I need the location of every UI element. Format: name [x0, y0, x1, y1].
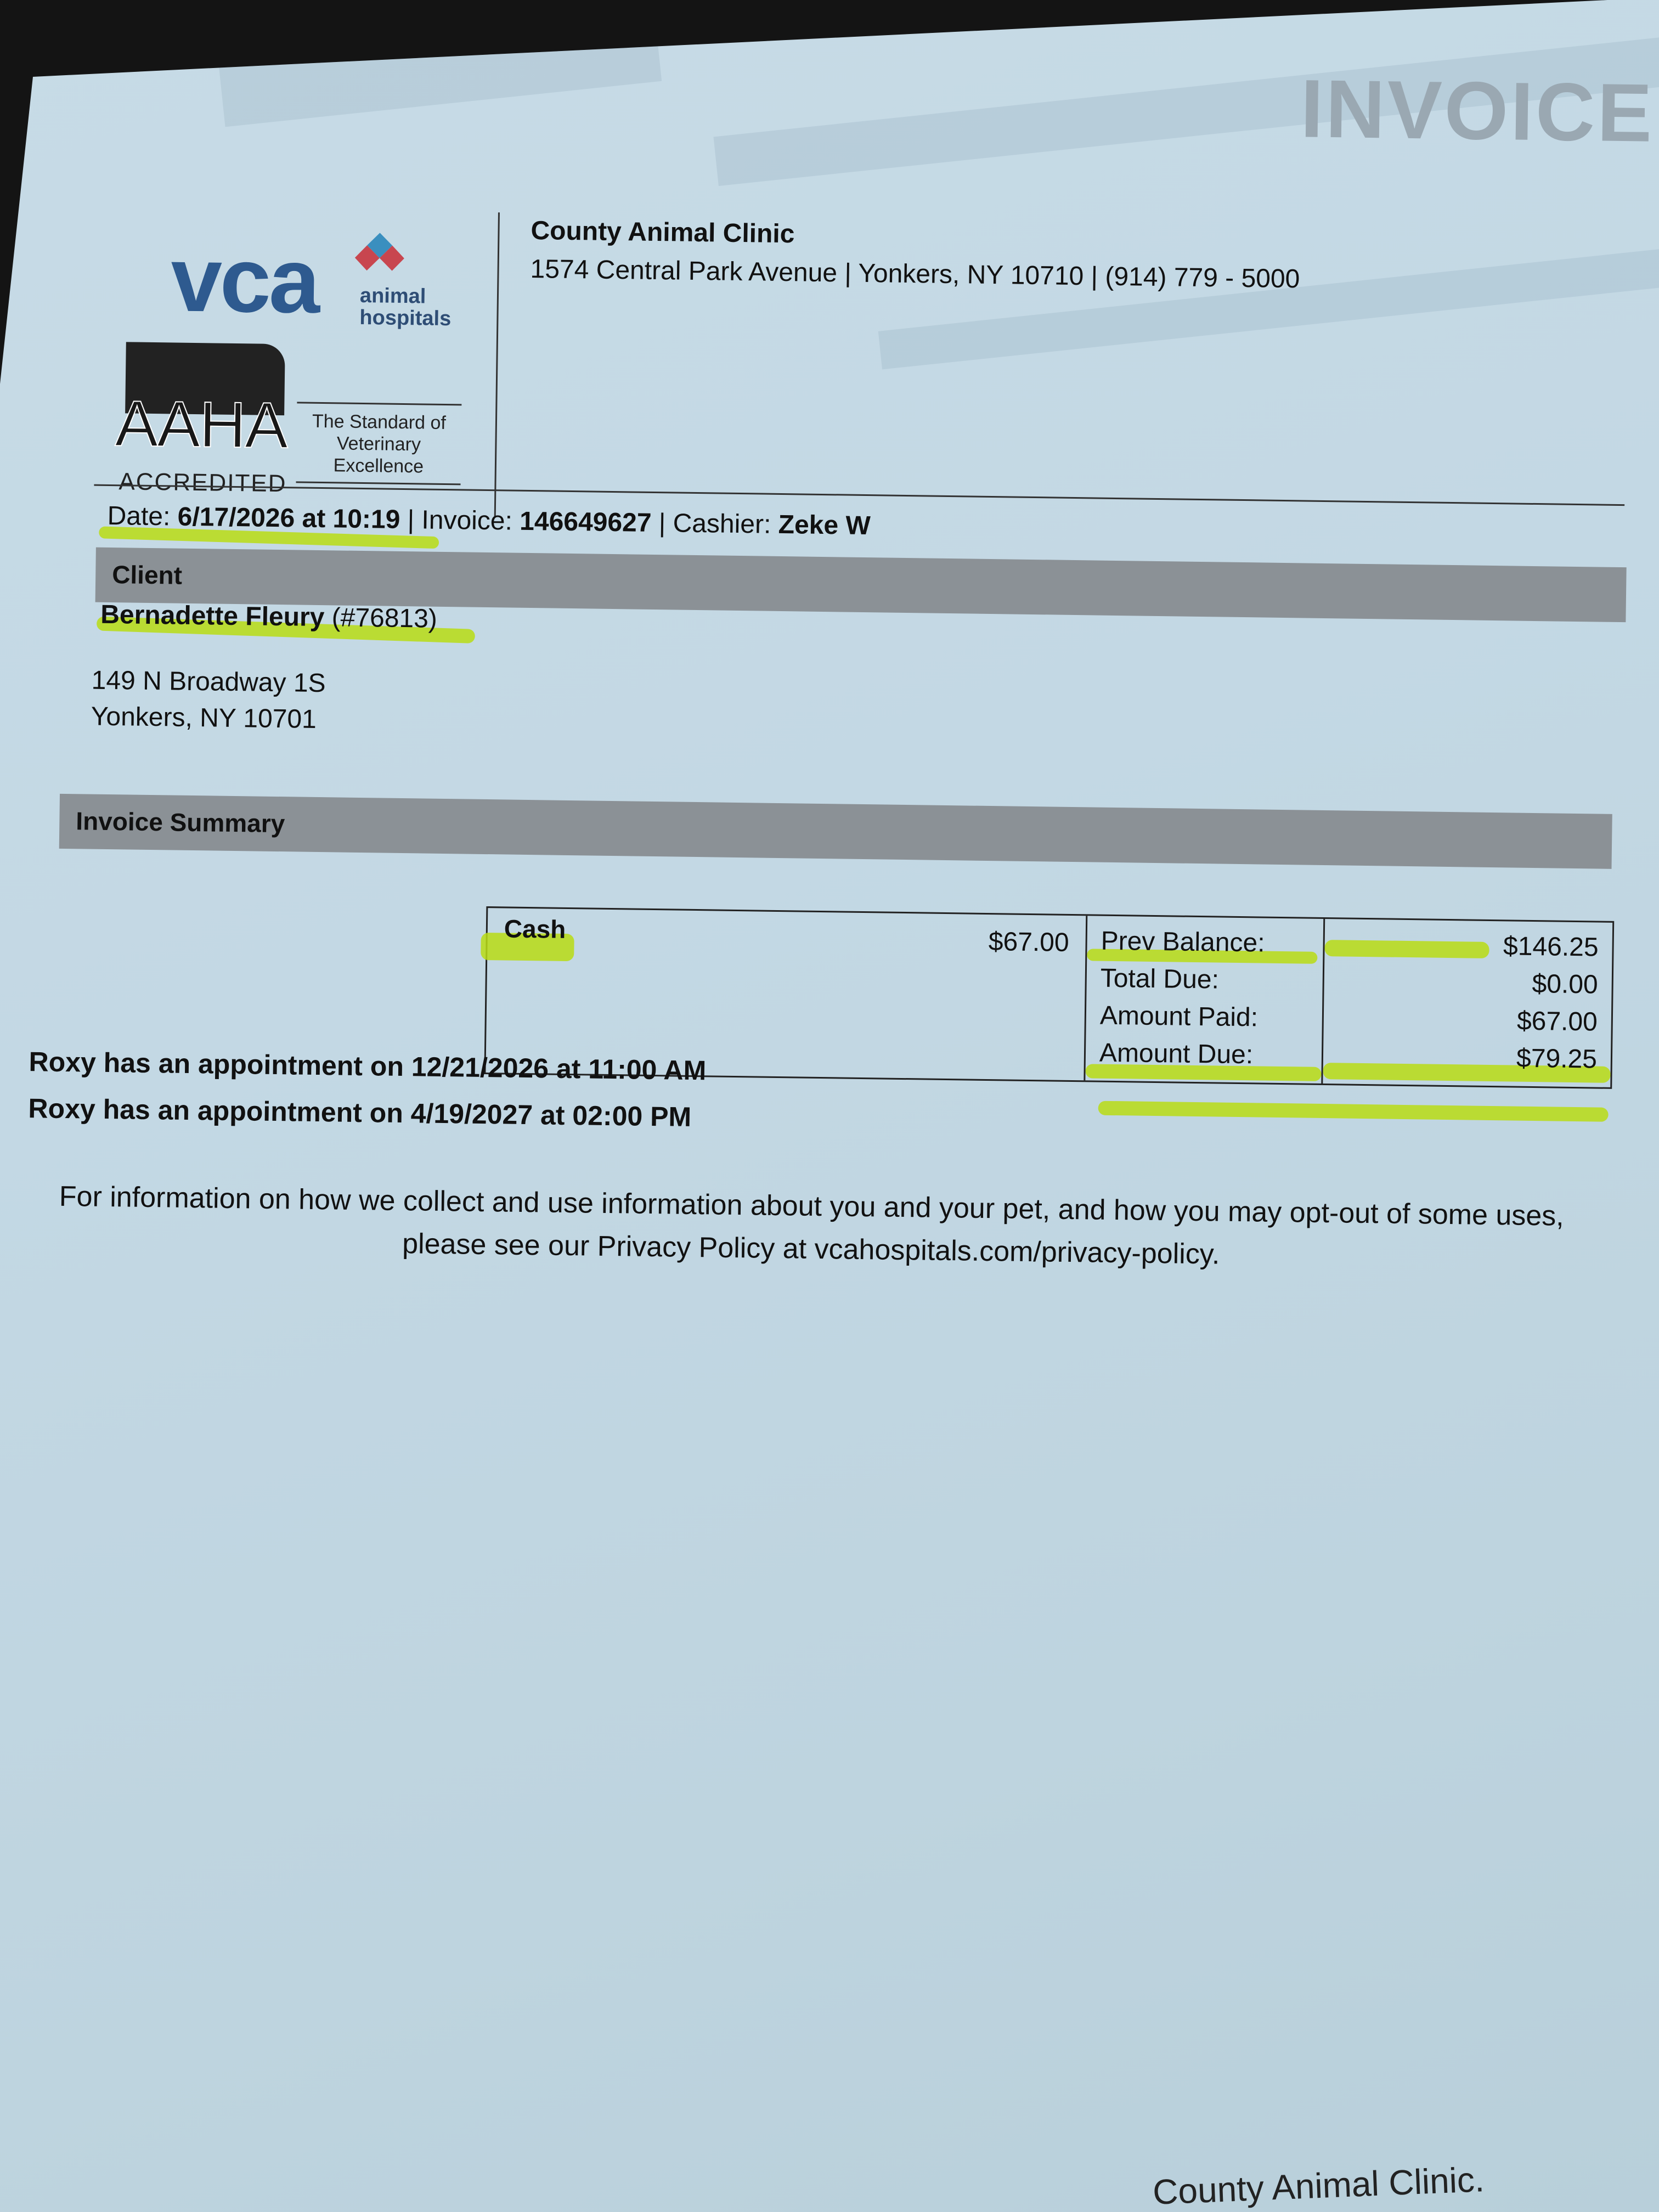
client-name	[100, 600, 437, 634]
privacy-line1: For information on how we collect and use information about you and your pet, and how you may opt-out of some uses,	[59, 1180, 1565, 1232]
tagline-line1: The Standard of	[312, 410, 447, 433]
summary-values-column	[1323, 919, 1612, 1087]
privacy-notice	[13, 1175, 1610, 1281]
cashier-label: | Cashier:	[658, 509, 771, 539]
client-address-line2: Yonkers, NY 10701	[91, 702, 317, 734]
vca-diamond-icon	[354, 230, 404, 280]
invoice-title: INVOICE	[1300, 62, 1655, 159]
payment-amount: $67.00	[988, 927, 1069, 957]
aaha-logo	[115, 342, 288, 498]
vca-logo	[170, 227, 468, 346]
prev-balance-value: $146.25	[1503, 932, 1599, 962]
header-divider-vertical	[494, 212, 500, 517]
vca-logo-text: vca	[170, 227, 319, 332]
aaha-mark: AAHA	[115, 387, 288, 462]
vca-sub-line2: hospitals	[359, 306, 452, 331]
total-due-label: Total Due:	[1100, 963, 1220, 995]
clinic-name: County Animal Clinic	[531, 216, 795, 249]
amount-paid-value: $67.00	[1516, 1006, 1598, 1037]
client-name-text: Bernadette Fleury	[100, 600, 325, 633]
date-label: Date:	[107, 501, 171, 532]
client-address	[91, 663, 326, 738]
highlight-amount-due-underline	[1098, 1101, 1609, 1122]
highlight-prev-balance-value	[1324, 940, 1489, 958]
amount-due-value: $79.25	[1516, 1043, 1598, 1074]
appointment-2: Roxy has an appointment on 4/19/2027 at 02:00 PM	[28, 1093, 692, 1132]
client-section-header: Client	[111, 560, 183, 590]
aaha-accredited: ACCREDITED	[119, 468, 287, 498]
appointment-1: Roxy has an appointment on 12/21/2026 at 11:00 AM	[29, 1046, 707, 1086]
privacy-line2: please see our Privacy Policy at vcahospitals.com/privacy-policy.	[402, 1228, 1220, 1271]
cashier-name: Zeke W	[778, 510, 871, 541]
date-value: 6/17/2026 at 10:19	[177, 502, 400, 534]
footer-clinic-name: County Animal Clinic.	[1152, 2159, 1485, 2212]
client-number: (#76813)	[331, 603, 438, 634]
total-due-value: $0.00	[1532, 969, 1599, 1000]
invoice-label: | Invoice:	[407, 505, 513, 536]
clinic-address: 1574 Central Park Avenue | Yonkers, NY 10710 | (914) 779 - 5000	[530, 254, 1300, 294]
amount-paid-label: Amount Paid:	[1099, 1001, 1259, 1032]
aaha-tagline	[296, 402, 461, 485]
invoice-number: 146649627	[519, 506, 652, 538]
vca-logo-subtitle	[359, 285, 452, 330]
payment-method: Cash	[504, 914, 566, 944]
tagline-line2: Veterinary Excellence	[333, 433, 424, 477]
client-address-line1: 149 N Broadway 1S	[91, 665, 326, 698]
amount-due-label: Amount Due:	[1099, 1038, 1254, 1070]
prev-balance-label: Prev Balance:	[1101, 926, 1265, 958]
summary-section-header: Invoice Summary	[76, 806, 285, 838]
summary-section-bar	[59, 794, 1612, 869]
vca-sub-line1: animal	[359, 284, 426, 308]
summary-labels-column	[1085, 916, 1325, 1084]
header-divider-horizontal	[94, 484, 1624, 506]
